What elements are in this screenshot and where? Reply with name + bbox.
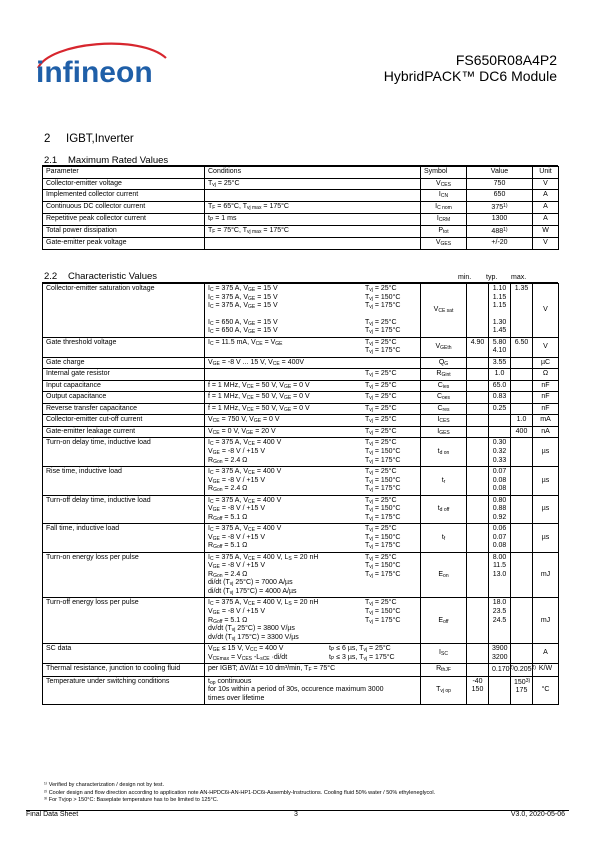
table-row: Rise time, inductive load $I_C = 375$ A, $V_{CE} = 400$ V $T_{vj} = 25^\circ C$ $V_{GE} = -8$ V / +15 V $T_{vj} = 150^\circ C$ $R_{Gon} = 2.4$ Ω $T_{vj} = 175^\circ C$ $t_r$ 0.07 0.08 0.08 µs bbox=[43, 467, 559, 496]
table-row: Collector-emitter cut-off current $V_{CE} = 750$ V, $V_{GE} = 0$ V $T_{vj} = 25^\circ C$ $I_{CES}$ 1.0 mA bbox=[43, 415, 559, 427]
section-number: 2 bbox=[44, 133, 51, 145]
table-row: Continuous DC collector current $T_F = 65^\circ C$, $T_{vj max} = 175^\circ C$ $I_{C nom}$ 375$^{1)}$ A bbox=[43, 201, 559, 214]
section-title: IGBT,Inverter bbox=[66, 133, 134, 145]
table-row: Thermal resistance, junction to cooling fluid per IGBT; ΔV/Δt = 10 dm³/min, $T_F = 75^\circ C$ $R_{thJF}$ 0.170$^{2)}$ 0.205$^{2)}$ K/W bbox=[43, 664, 559, 677]
table-row: Fall time, inductive load $I_C = 375$ A, $V_{CE} = 400$ V $T_{vj} = 25^\circ C$ $V_{GE} = -8$ V / +15 V $T_{vj} = 150^\circ C$ $R_{Goff} = 5.1$ Ω $T_{vj} = 175^\circ C$ $t_f$ 0.06 0.07 0.08 µs bbox=[43, 524, 559, 553]
footnote-3: ³⁾ For Tvjop > 150°C: Baseplate temperature has to be limited to 125°C. bbox=[44, 797, 219, 804]
table-row: Turn-off energy loss per pulse $I_C = 375$ A, $V_{CE} = 400$ V, $L_S = 20$ nH $T_{vj} = 25^\circ C$ $V_{GE} = -8$ V / +15 V $T_{vj} = 150^\circ C$ $R_{Goff} = 5.1$ Ω $T_{vj} = 175^\circ C$ dv/dt ($T_{vj}$ 25°C) = 3800 V/µs dv/dt ($T_{vj}$ 175°C) = 3300 V/µs $E_{off}$ 18.0 23.5 24.5 mJ bbox=[43, 598, 559, 644]
table-row: Total power dissipation $T_F = 75^\circ C$, $T_{vj max} = 175^\circ C$ $P_{tot}$ 488$^{1)}$ W bbox=[43, 225, 559, 238]
document-title: FS650R08A4P2 bbox=[455, 52, 557, 68]
max-rated-table bbox=[42, 166, 559, 250]
table-row: Turn-off delay time, inductive load $I_C = 375$ A, $V_{CE} = 400$ V $T_{vj} = 25^\circ C$ $V_{GE} = -8$ V / +15 V $T_{vj} = 150^\circ C$ $R_{Goff} = 5.1$ Ω $T_{vj} = 175^\circ C$ $t_{d off}$ 0.80 0.88 0.92 µs bbox=[43, 495, 559, 524]
table-row: Gate-emitter leakage current $V_{CE} = 0$ V, $V_{GE} = 20$ V $T_{vj} = 25^\circ C$ $I_{GES}$ 400 nA bbox=[43, 426, 559, 438]
table-header-row: Parameter Conditions Symbol Value Unit bbox=[43, 167, 559, 179]
table-row: Internal gate resistor $T_{vj} = 25^\circ C$ $R_{Gint}$ 1.0 Ω bbox=[43, 369, 559, 381]
min-header: min. bbox=[458, 274, 472, 281]
footnote-1: ¹⁾ Verified by characterization / design not by test. bbox=[44, 782, 164, 788]
table-row: Gate-emitter peak voltage $V_{GES}$ +/-20 V bbox=[43, 238, 559, 250]
table-row: Turn-on energy loss per pulse $I_C = 375$ A, $V_{CE} = 400$ V, $L_S = 20$ nH $T_{vj} = 25^\circ C$ $V_{GE} = -8$ V / +15 V $T_{vj} = 150^\circ C$ $R_{Gon} = 2.4$ Ω $T_{vj} = 175^\circ C$ di/dt ($T_{vj}$ 25°C) = 7000 A/µs di/dt ($T_{vj}$ 175°C) = 4000 A/µs $E_{on}$ 8.00 11.5 13.0 mJ bbox=[43, 552, 559, 598]
table-row: Output capacitance f = 1 MHz, $V_{CE} = 50$ V, $V_{GE} = 0$ V $T_{vj} = 25^\circ C$ $C_{oes}$ 0.83 nF bbox=[43, 392, 559, 404]
table-row: Gate threshold voltage $I_C = 11.5$ mA, $V_{CE} = V_{GE}$ $T_{vj} = 25^\circ C$ $T_{vj} = 175^\circ C$ $V_{GEth}$ 4.90 5.80 4.10 6.50 V bbox=[43, 337, 559, 357]
table-row: Input capacitance f = 1 MHz, $V_{CE} = 50$ V, $V_{GE} = 0$ V $T_{vj} = 25^\circ C$ $C_{ies}$ 65.0 nF bbox=[43, 380, 559, 392]
table-row: Turn-on delay time, inductive load $I_C = 375$ A, $V_{CE} = 400$ V $T_{vj} = 25^\circ C$ $V_{GE} = -8$ V / +15 V $T_{vj} = 150^\circ C$ $R_{Gon} = 2.4$ Ω $T_{vj} = 175^\circ C$ $t_{d on}$ 0.30 0.32 0.33 µs bbox=[43, 438, 559, 467]
subsection-number: 2.2 bbox=[44, 271, 58, 282]
page-number: 3 bbox=[294, 811, 298, 818]
table-row: Reverse transfer capacitance f = 1 MHz, $V_{CE} = 50$ V, $V_{GE} = 0$ V $T_{vj} = 25^\circ C$ $C_{res}$ 0.25 nF bbox=[43, 403, 559, 415]
section-heading bbox=[44, 133, 134, 145]
footer-doc-type: Final Data Sheet bbox=[26, 811, 79, 818]
table-row: Temperature under switching conditions $t_{op}$ continuous for 10s within a period of 30s, occurence maximum 3000 times over lifetime $T_{vj op}$ -40 150 150$^{3)}$ 175 °C bbox=[43, 676, 559, 705]
footnote-2: ²⁾ Cooler design and flow direction according to application note AN-HPDC6i-AN-HP1-DC6i-Assembly-Instructions. Cooling fluid 50% water / 50% ethyleneglycol. bbox=[44, 789, 436, 796]
table-row: Collector-emitter voltage $T_{vj} = 25^\circ C$ $V_{CES}$ 750 V bbox=[43, 178, 559, 190]
table-row: Gate charge $V_{GE} = -8$ V ... 15 V, $V_{CE} = 400V$ $Q_G$ 3.55 µC bbox=[43, 357, 559, 369]
characteristic-table bbox=[42, 283, 559, 705]
logo-text: infineon bbox=[36, 56, 153, 89]
table-row: Collector-emitter saturation voltage $I_C = 375$ A, $V_{GE} = 15$ V $T_{vj} = 25^\circ C$ $I_C = 375$ A, $V_{GE} = 15$ V $T_{vj} = 150^\circ C$ $I_C = 375$ A, $V_{GE} = 15$ V $T_{vj} = 175^\circ C$ $I_C = 650$ A, $V_{GE} = 15$ V $T_{vj} = 25^\circ C$ $I_C = 650$ A, $V_{GE} = 15$ V $T_{vj} = 175^\circ C$ $V_{CE sat}$ 1.10 1.15 1.15 1.30 1.45 1.35 V bbox=[43, 284, 559, 338]
max-header: max. bbox=[511, 274, 527, 281]
typ-header: typ. bbox=[486, 274, 498, 281]
infineon-logo bbox=[30, 40, 170, 90]
subsection-title: Maximum Rated Values bbox=[68, 155, 169, 166]
document-subtitle: HybridPACK™ DC6 Module bbox=[383, 68, 557, 84]
footnotes bbox=[44, 782, 435, 805]
subsection-characteristic bbox=[44, 271, 157, 282]
table-row: Implemented collector current $I_{CN}$ 650 A bbox=[43, 190, 559, 202]
subsection-number: 2.1 bbox=[44, 155, 58, 166]
table-row: SC data $V_{GE} \le 15$ V, $V_{CC} = 400$ V $t_P \le 6$ µs, $T_{vj} = 25^\circ C$ $V_{CEmax} = V_{CES}$ $-L_{sCE} \cdot di/dt$ $t_P \le 3$ µs, $T_{vj} = 175^\circ C$ $I_{SC}$ 3900 3200 A bbox=[43, 644, 559, 664]
subsection-title: Characteristic Values bbox=[68, 271, 158, 282]
table-row: Repetitive peak collector current $t_P = 1$ ms $I_{CRM}$ 1300 A bbox=[43, 214, 559, 226]
footer-version-date: V3.0, 2020-05-06 bbox=[510, 811, 565, 818]
